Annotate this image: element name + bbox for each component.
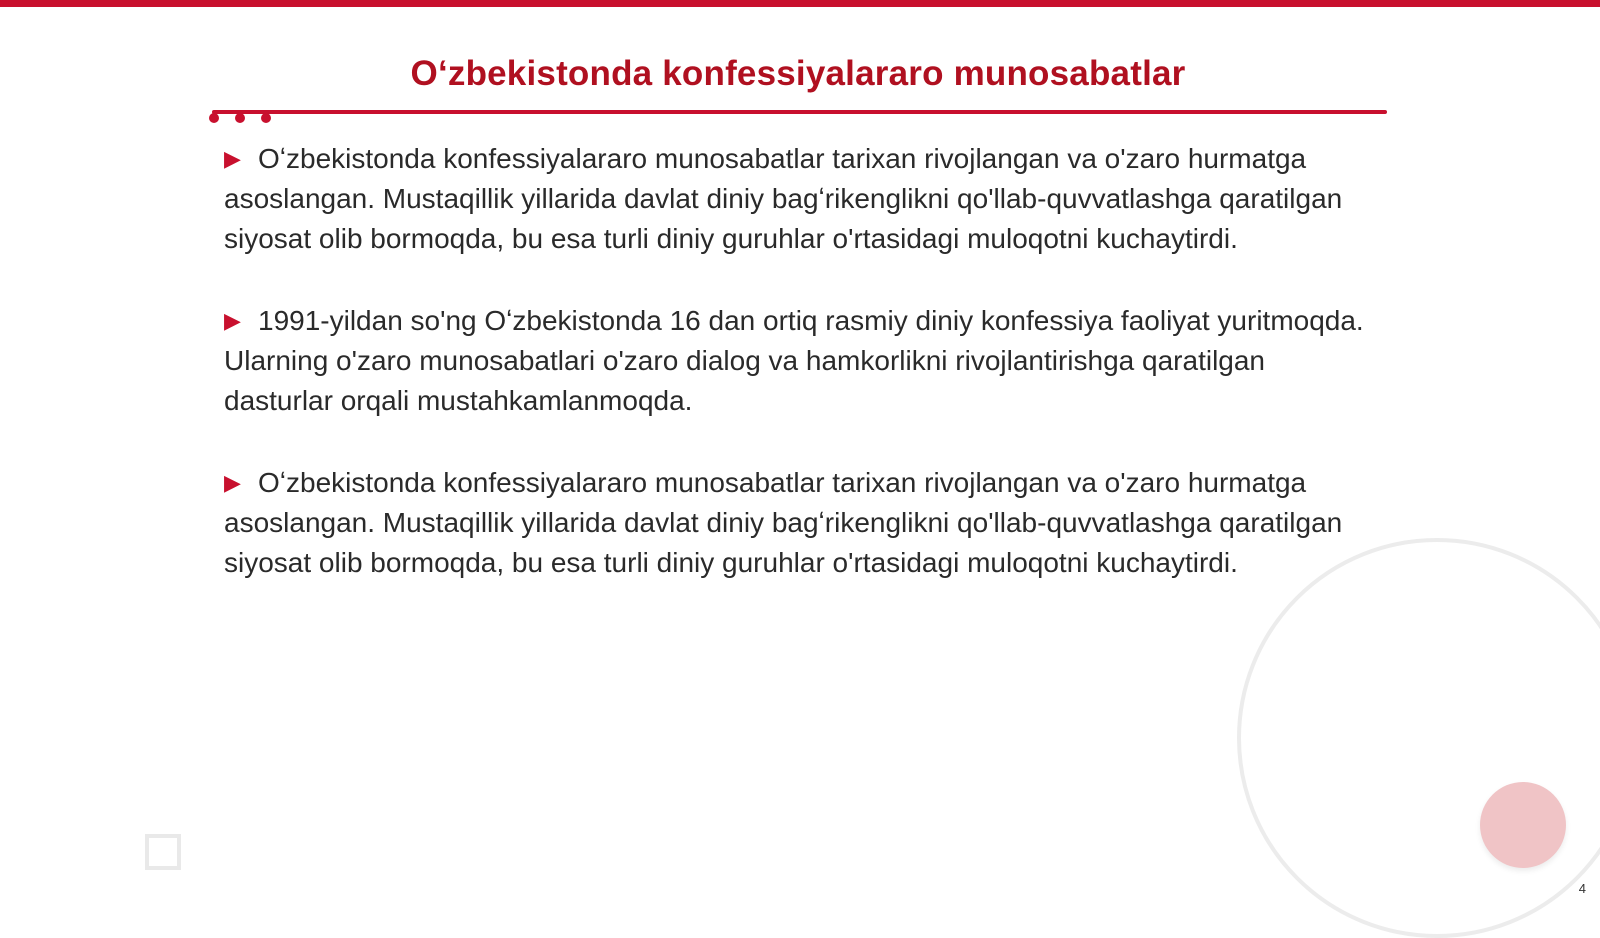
decor-dot [209,113,219,123]
bullet-text: Oʻzbekistonda konfessiyalararo munosabatlar tarixan rivojlangan va o'zaro hurmatga asoslangan. Mustaqillik yillarida davlat diniy bagʻrikenglikni qo'llab-quvvatlashga qaratilgan siyosat olib bormoqda, bu esa turli diniy guruhlar o'rtasidagi muloqotni kuchaytirdi. [224,467,1343,578]
bullet-text: 1991-yildan so'ng Oʻzbekistonda 16 dan ortiq rasmiy diniy konfessiya faoliyat yuritmoqda. Ularning o'zaro munosabatlari o'zaro dialog va hamkorlikni rivojlantirishga qaratilgan dasturlar orqali mustahkamlanmoqda. [224,305,1364,416]
decor-dot [235,113,245,123]
decor-dot [261,113,271,123]
triangle-right-icon: ▶ [224,470,241,495]
slide-title: Oʻzbekistonda konfessiyalararo munosabatlar [410,54,1186,93]
bullet-paragraph [224,301,1374,421]
decor-pink-circle [1480,782,1566,868]
page-number: 4 [1578,881,1586,896]
title-underline [212,110,1387,114]
triangle-right-icon: ▶ [224,146,241,171]
bullet-paragraph [224,139,1374,259]
decor-square [145,834,181,870]
triangle-right-icon: ▶ [224,308,241,333]
bullet-text: Oʻzbekistonda konfessiyalararo munosabatlar tarixan rivojlangan va o'zaro hurmatga asoslangan. Mustaqillik yillarida davlat diniy bagʻrikenglikni qo'llab-quvvatlashga qaratilgan siyosat olib bormoqda, bu esa turli diniy guruhlar o'rtasidagi muloqotni kuchaytirdi. [224,143,1343,254]
bullet-list [224,139,1374,625]
top-accent-bar [0,0,1600,7]
bullet-paragraph [224,463,1374,583]
